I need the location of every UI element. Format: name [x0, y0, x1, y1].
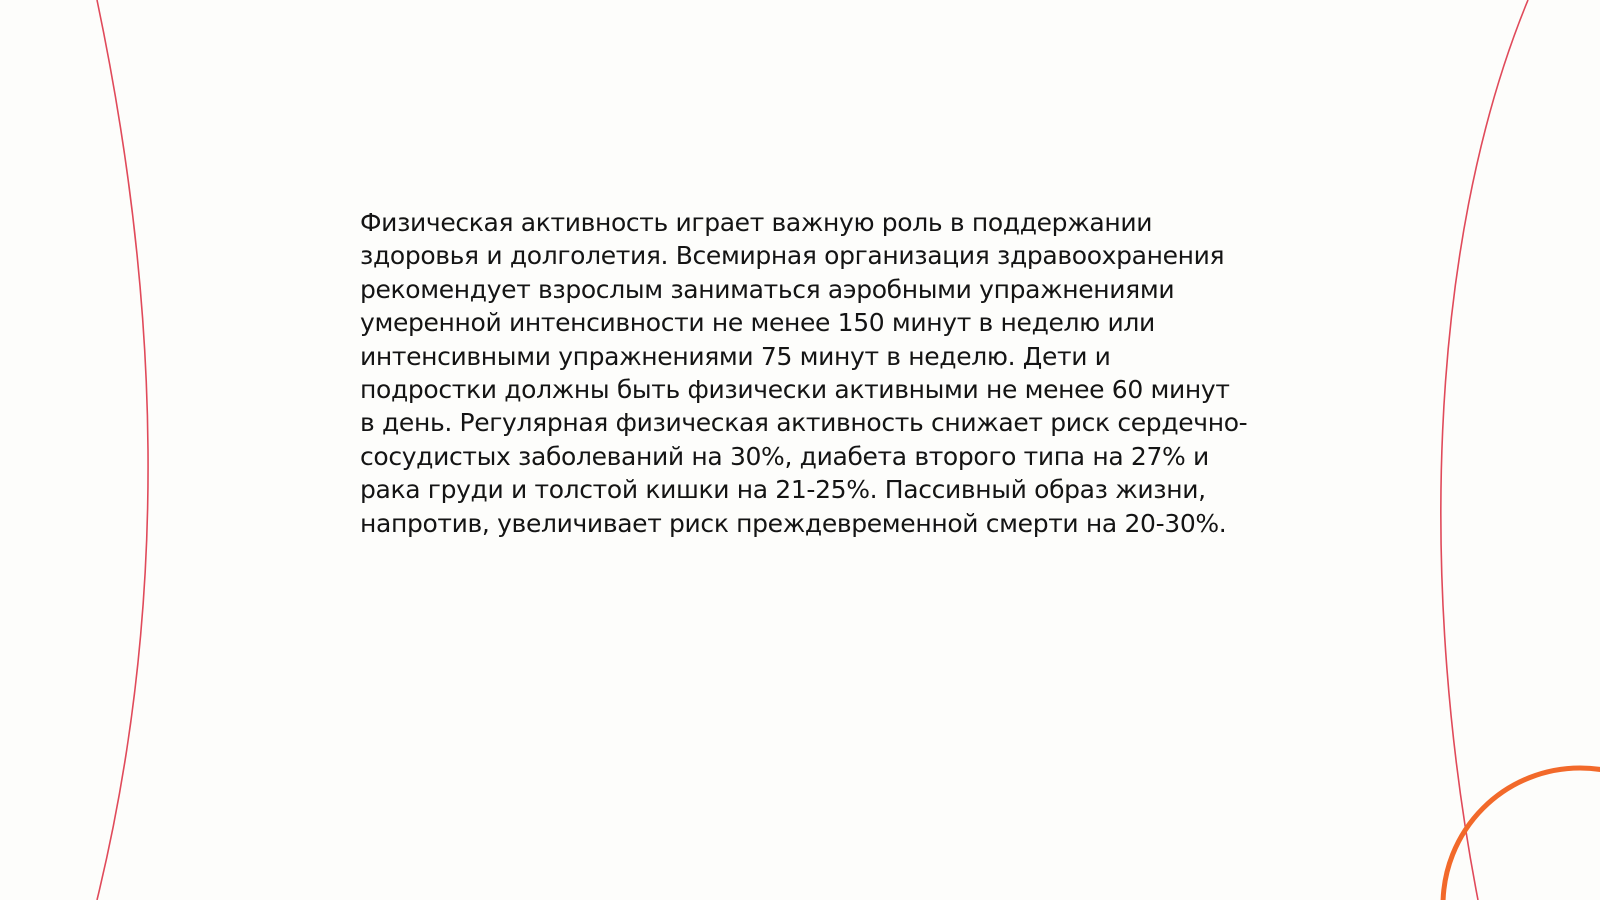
left-curve-line [97, 0, 148, 900]
body-paragraph: Физическая активность играет важную роль в поддержании здоровья и долголетия. Всемирная организация здравоохранения рекомендует взрослым заниматься аэробными упражнениями умеренной интенсивности не менее 150 минут в неделю или интенсивными упражнениями 75 минут в неделю. Дети и подростки должны быть физически активными не менее 60 минут в день. Регулярная физическая активность снижает риск сердечно-сосудистых заболеваний на 30%, диабета второго типа на 27% и рака груди и толстой кишки на 21-25%. Пассивный образ жизни, напротив, увеличивает риск преждевременной смерти на 20-30%. [360, 208, 1248, 538]
right-curve-line [1441, 0, 1528, 900]
